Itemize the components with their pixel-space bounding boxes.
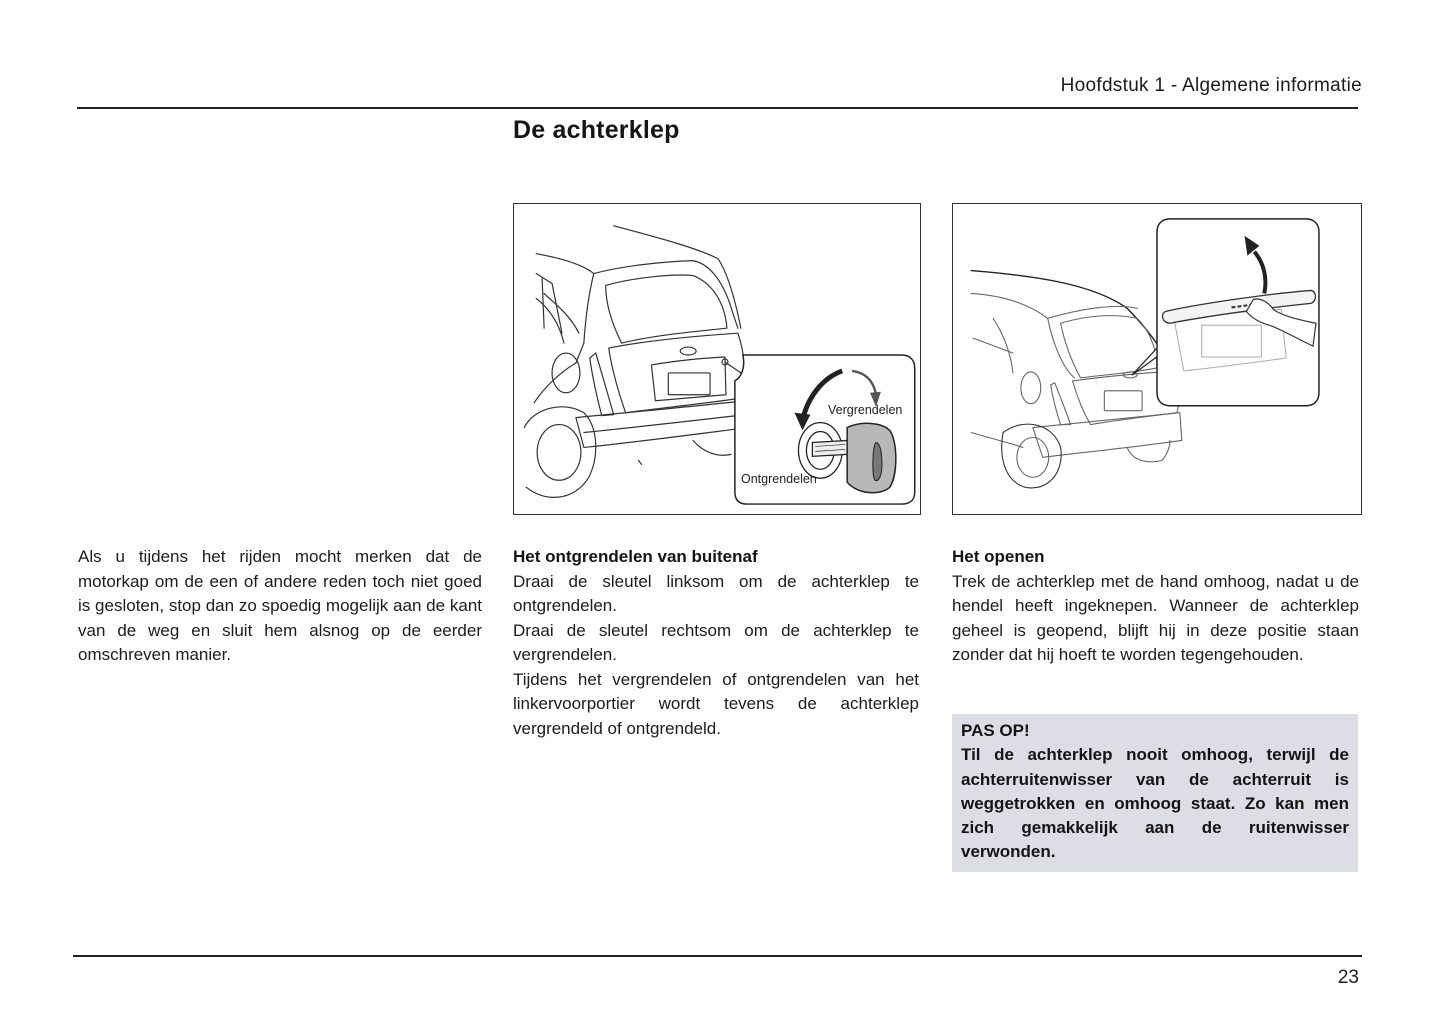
header-rule <box>77 107 1358 109</box>
hood-warning-paragraph: Als u tijdens het rijden mocht merken dat de motorkap om de een of andere reden toch niet goed is gesloten, stop dan zo spoedig mogelijk aan de kant van de weg en sluit hem alsnog op de eerder omschreven manier. <box>78 547 482 664</box>
key-callout <box>514 204 920 514</box>
open-section <box>952 545 1359 668</box>
open-figure <box>952 203 1362 515</box>
handle-callout <box>953 204 1361 514</box>
open-section-heading: Het openen <box>952 547 1045 566</box>
unlock-section <box>513 545 919 741</box>
warning-box <box>952 714 1358 872</box>
intro-text-column <box>78 545 482 668</box>
key-icon <box>847 423 896 492</box>
warning-title: PAS OP! <box>961 721 1030 740</box>
footer-rule <box>73 955 1362 957</box>
open-paragraph: Trek de achterklep met de hand omhoog, nadat u de hendel heeft ingeknepen. Wanneer de achterklep geheel is geopend, blijft hij in deze positie staan zonder dat hij hoeft te worden tegengehouden. <box>952 571 1359 664</box>
unlock-figure <box>513 203 921 515</box>
lock-label: Vergrendelen <box>828 403 903 417</box>
warning-text: Til de achterklep nooit omhoog, terwijl de achterruitenwisser van de achterruit is weggetrokken en omhoog staat. Zo kan men zich gemakkelijk aan de ruitenwisser verwonden. <box>961 745 1349 862</box>
unlock-paragraph: Draai de sleutel linksom om de achterklep te ontgrendelen. <box>513 571 919 615</box>
page-title: De achterklep <box>513 116 680 144</box>
unlock-section-heading: Het ontgrendelen van buitenaf <box>513 547 758 566</box>
chapter-header: Hoofdstuk 1 - Algemene informatie <box>1060 75 1362 96</box>
central-lock-paragraph: Tijdens het vergrendelen of ontgrendelen van het linkervoorportier wordt tevens de achterklep vergrendeld of ontgrendeld. <box>513 669 919 738</box>
lock-paragraph: Draai de sleutel rechtsom om de achterklep te vergrendelen. <box>513 620 919 664</box>
page-number: 23 <box>1337 967 1359 988</box>
unlock-label: Ontgrendelen <box>741 472 817 486</box>
